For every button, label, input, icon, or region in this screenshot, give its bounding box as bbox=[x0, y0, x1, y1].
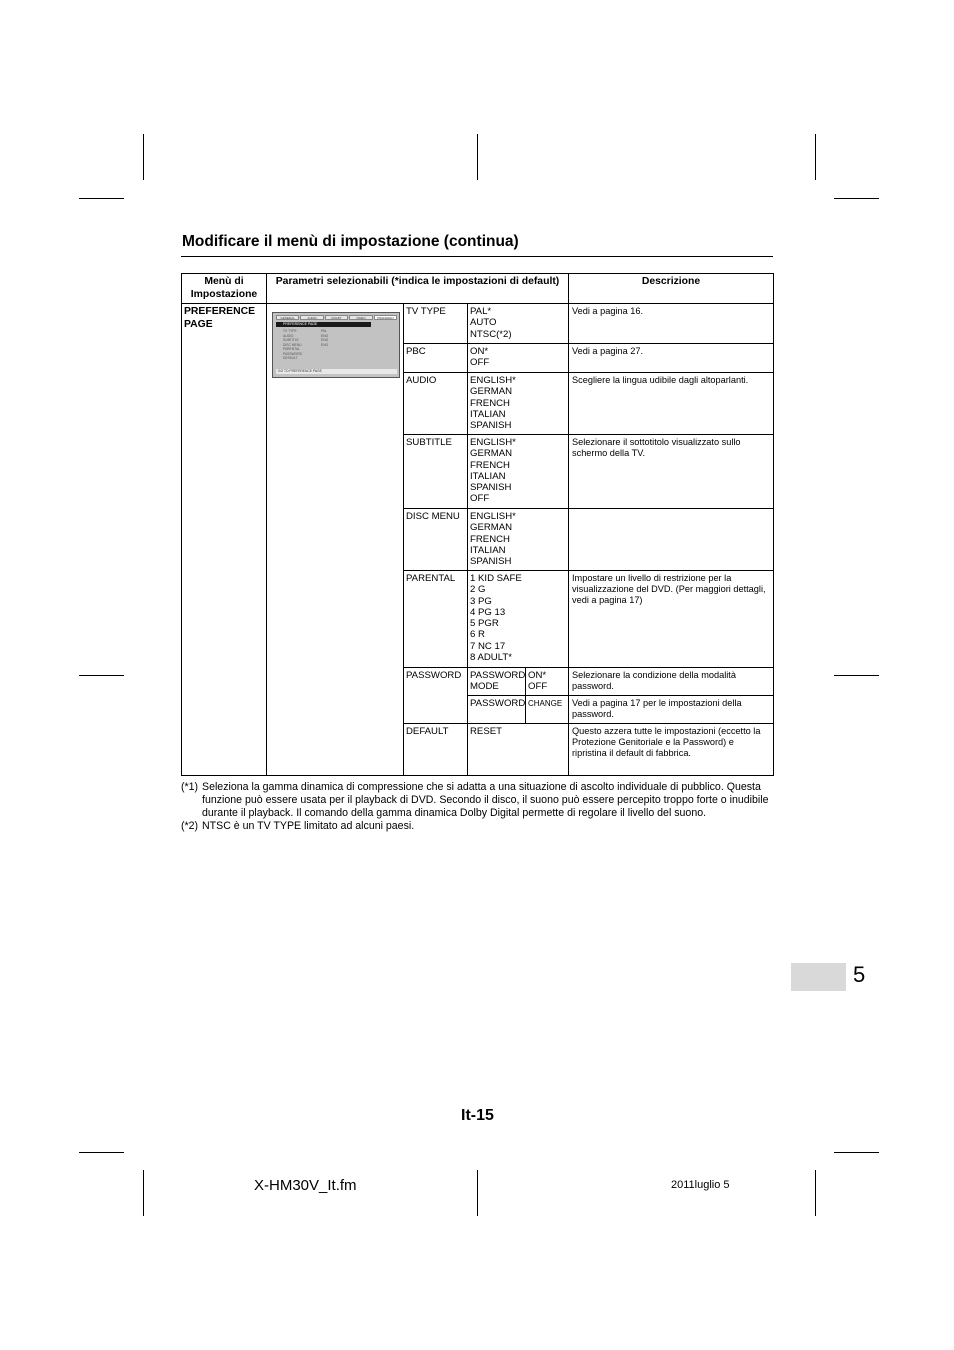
osd-screenshot bbox=[272, 312, 400, 378]
footer-filename: X-HM30V_It.fm bbox=[254, 1177, 357, 1194]
param-cell: PARENTAL bbox=[404, 571, 468, 668]
crop-mark bbox=[79, 1152, 124, 1153]
chapter-number: 5 bbox=[853, 962, 866, 987]
param-cell: AUDIO bbox=[404, 373, 468, 435]
crop-mark bbox=[477, 134, 478, 180]
footnote bbox=[181, 781, 776, 820]
osd-page-header: PREFERENCE PAGE bbox=[276, 322, 371, 327]
crop-mark bbox=[834, 675, 879, 676]
options-cell: ON* OFF bbox=[468, 344, 569, 373]
crop-mark bbox=[143, 134, 144, 180]
chapter-tab bbox=[791, 963, 846, 991]
footnote bbox=[181, 820, 776, 833]
options-cell: ON* OFF bbox=[526, 668, 569, 696]
subparam-cell: PASSWORD MODE bbox=[468, 668, 526, 696]
osd-tab: AUDIO bbox=[300, 315, 323, 320]
osd-item: DEFAULT bbox=[283, 356, 298, 360]
description-cell bbox=[569, 509, 774, 571]
crop-mark bbox=[79, 675, 124, 676]
options-cell: ENGLISH* GERMAN FRENCH ITALIAN SPANISH OFF bbox=[468, 435, 569, 509]
description-cell: Selezionare il sottotitolo visualizzato sullo schermo della TV. bbox=[569, 435, 774, 509]
crop-mark bbox=[815, 134, 816, 180]
table-header-row bbox=[182, 274, 774, 304]
header-description: Descrizione bbox=[569, 274, 774, 304]
param-cell: PASSWORD bbox=[404, 668, 468, 724]
footnote-tag: (*2) bbox=[181, 820, 199, 832]
screenshot-cell bbox=[267, 304, 404, 776]
header-menu: Menù di Impostazione bbox=[182, 274, 267, 304]
options-cell: PAL* AUTO NTSC(*2) bbox=[468, 304, 569, 344]
osd-item: DISC MENU bbox=[283, 342, 302, 347]
footer-date: 2011luglio 5 bbox=[671, 1179, 730, 1191]
crop-mark bbox=[143, 1170, 144, 1216]
param-cell: DEFAULT bbox=[404, 724, 468, 776]
description-cell: Impostare un livello di restrizione per la visualizzazione del DVD. (Per maggiori dettagli, vedi a pagina 17) bbox=[569, 571, 774, 668]
param-cell: DISC MENU bbox=[404, 509, 468, 571]
osd-item: PARENTAL bbox=[283, 347, 300, 351]
param-cell: TV TYPE bbox=[404, 304, 468, 344]
description-cell: Vedi a pagina 16. bbox=[569, 304, 774, 344]
footnote-tag: (*1) bbox=[181, 781, 199, 793]
osd-tab: DOLBY bbox=[325, 315, 348, 320]
crop-mark bbox=[834, 198, 879, 199]
osd-tab: VIDEO bbox=[349, 315, 372, 320]
osd-value: ENG bbox=[321, 338, 329, 342]
footnote-text: NTSC è un TV TYPE limitato ad alcuni paesi. bbox=[202, 820, 415, 832]
footnotes bbox=[181, 781, 776, 833]
crop-mark bbox=[815, 1170, 816, 1216]
osd-value: ENG bbox=[321, 342, 329, 347]
title-rule bbox=[181, 256, 773, 257]
crop-mark bbox=[79, 198, 124, 199]
footnote-text: Seleziona la gamma dinamica di compressione che si adatta a una situazione di ascolto individuale di pubblico. Questa funzione può essere usata per il playback di DVD. Secondo il disco, il suono può essere percepito troppo forte o inudibile durante il playback. Il comando della gamma dinamica Dolby Digital permette di regolare il livello del suono. bbox=[202, 781, 769, 819]
page-number: It-15 bbox=[461, 1107, 494, 1124]
osd-value: ENG bbox=[321, 333, 329, 338]
osd-item: PASSWORD bbox=[283, 351, 302, 356]
table-row bbox=[182, 304, 774, 344]
osd-tab-active: PREFEREN bbox=[374, 315, 397, 320]
osd-item: AUDIO bbox=[283, 333, 294, 338]
osd-item: SUBTITLE bbox=[283, 338, 299, 342]
settings-table bbox=[181, 273, 774, 776]
options-cell: ENGLISH* GERMAN FRENCH ITALIAN SPANISH bbox=[468, 509, 569, 571]
param-cell: SUBTITLE bbox=[404, 435, 468, 509]
description-cell: Questo azzera tutte le impostazioni (eccetto la Protezione Genitoriale e la Password) e ripristina il default di fabbrica. bbox=[569, 724, 774, 776]
osd-footer: GO TO PREFERENCE PAGE bbox=[276, 369, 397, 374]
crop-mark bbox=[477, 1170, 478, 1216]
osd-value: PAL bbox=[321, 329, 327, 333]
options-cell: 1 KID SAFE 2 G 3 PG 4 PG 13 5 PGR 6 R 7 NC 17 8 ADULT* bbox=[468, 571, 569, 668]
description-cell: Selezionare la condizione della modalità password. bbox=[569, 668, 774, 696]
subparam-cell: PASSWORD bbox=[468, 696, 526, 724]
description-cell: Vedi a pagina 17 per le impostazioni della password. bbox=[569, 696, 774, 724]
options-cell: CHANGE bbox=[526, 696, 569, 724]
header-params: Parametri selezionabili (*indica le impostazioni di default) bbox=[267, 274, 569, 304]
description-cell: Scegliere la lingua udibile dagli altoparlanti. bbox=[569, 373, 774, 435]
section-title: Modificare il menù di impostazione (continua) bbox=[182, 233, 519, 250]
osd-item: TV TYPE bbox=[283, 329, 297, 333]
crop-mark bbox=[834, 1152, 879, 1153]
options-cell: ENGLISH* GERMAN FRENCH ITALIAN SPANISH bbox=[468, 373, 569, 435]
osd-tabs bbox=[276, 315, 397, 320]
osd-tab: GENERAL bbox=[276, 315, 299, 320]
param-cell: PBC bbox=[404, 344, 468, 373]
options-cell: RESET bbox=[468, 724, 569, 776]
menu-cell: PREFERENCE PAGE bbox=[182, 304, 267, 776]
description-cell: Vedi a pagina 27. bbox=[569, 344, 774, 373]
